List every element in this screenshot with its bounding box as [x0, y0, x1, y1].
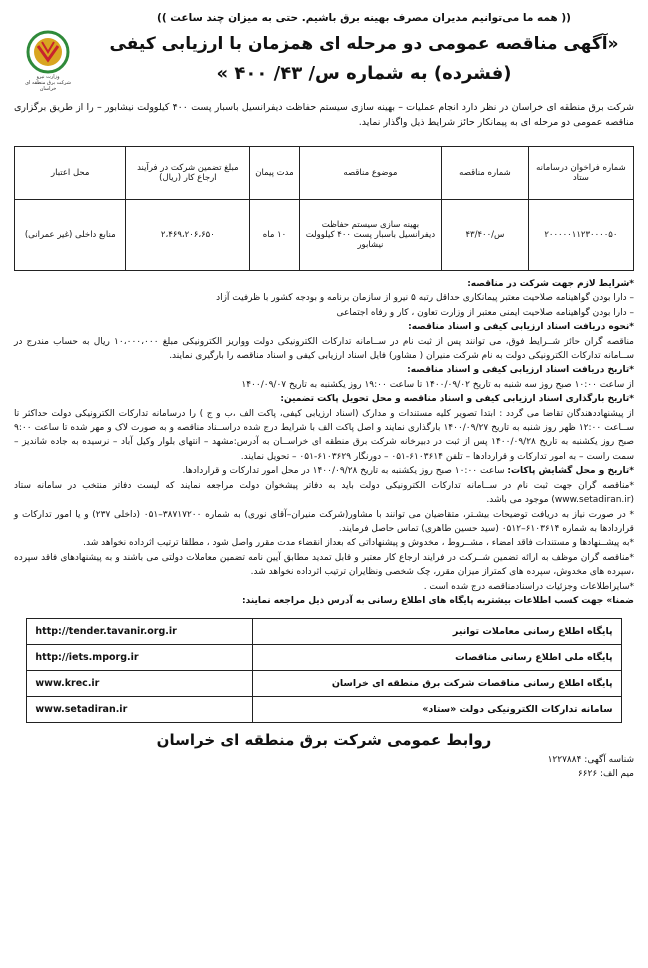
ad-title-line1: «آگهی مناقصه عمومی دو مرحله ای همزمان با ارزیابی کیفی — [109, 34, 619, 54]
intro-paragraph: شرکت برق منطقه ای خراسان در نظر دارد انجام عملیات – بهینه سازی سیستم حفاظت دیفرانسیل باسبار پست ۴۰۰ کیلوولت نیشابور – را از طریق برگزاری مناقصه عمومی دو مرحله ای به پیمانکار حائز شرایط ذیل واگذار نماید. — [14, 102, 634, 128]
table-header: شماره مناقصه — [442, 147, 529, 200]
motto: (( همه ما می‌توانیم مدیران مصرف بهینه برق باشیم. حتی به میزان چند ساعت )) — [157, 12, 571, 24]
table-cell: ۲۰۰۰۰۰۱۱۲۳۰۰۰۰۵۰ — [528, 200, 633, 271]
logo-caption: وزارت نیرو شرکت برق منطقه ای خراسان — [25, 74, 71, 92]
site-link[interactable]: www.krec.ir — [27, 671, 253, 697]
table-row — [27, 697, 621, 723]
table-header: موضوع مناقصه — [299, 147, 441, 200]
upload-heading: *تاریخ بارگذاری اسناد ارزیابی کیفی و اسناد مناقصه و محل تحویل پاکت تضمین: — [280, 394, 634, 405]
open-text: ساعت ۱۰:۰۰ صبح روز یکشنبه به تاریخ ۱۴۰۰/۰۹/۲۸ در محل امور تدارکات و قراردادها. — [182, 466, 505, 477]
conditions-body — [14, 277, 634, 608]
docs-text: مناقصه گران حائز شــرایط فوق، می توانند پس از ثبت نام در ســامانه تدارکات الکترونیکی دولت وواریز الکترونیکی مبلغ ۱۰،۰۰۰،۰۰۰ ریال به حساب مندرج در ســامانه تدارکات الکترونیکی دولت به نام شرکت منیران ( مشاور) فایل اسناد ارزیابی کیفی و اسناد مناقصه را بارگیری نمایند. — [14, 336, 634, 362]
table-cell: منابع داخلی (غیر عمرانی) — [15, 200, 126, 271]
table-header: مبلغ تضمین شرکت در فرآیند ارجاع کار (ریال) — [126, 147, 250, 200]
table-cell: س/۴۳/۴۰۰ — [442, 200, 529, 271]
table-row — [15, 200, 634, 271]
table-row — [27, 645, 621, 671]
table-header-row — [15, 147, 634, 200]
condition-item: – دارا بودن گواهینامه صلاحیت معتبر پیمانکاری حداقل رتبه ۵ نیرو از سازمان برنامه و بودجه کشور با ظرفیت آزاد — [216, 293, 634, 304]
table-cell: ۱۰ ماه — [250, 200, 300, 271]
info-sites-table — [26, 618, 621, 723]
site-name: پایگاه اطلاع رسانی مناقصات شرکت برق منطقه ای خراسان — [253, 671, 621, 697]
site-link[interactable]: http://tender.tavanir.org.ir — [27, 619, 253, 645]
conditions-heading: *شرایط لازم جهت شرکت در مناقصه: — [467, 279, 634, 289]
table-cell: ۲،۴۶۹،۲۰۶،۶۵۰ — [126, 200, 250, 271]
footer-title: روابط عمومی شرکت برق منطقه ای خراسان — [156, 731, 492, 750]
receive-heading: *تاریخ دریافت اسناد ارزیابی کیفی و اسناد مناقصه: — [407, 365, 634, 376]
site-link[interactable]: http://iets.mporg.ir — [27, 645, 253, 671]
note: *مناقصه گران موظف به ارائه تضمین شــرکت در فرایند ارجاع کار معتبر و قابل تمدید مطابق آیین نامه تضمین معاملات دولتی می باشند و به پیشنهادهای فاقد سپرده ،سپرده های مخدوش، سپرده های کمتراز میزان مقرر، چک شخصی ونظایران ترتیب اثرداده نخواهد شد. — [14, 552, 634, 578]
table-row — [27, 619, 621, 645]
tender-table — [14, 146, 634, 271]
site-link[interactable]: www.setadiran.ir — [27, 697, 253, 723]
condition-item: – دارا بودن گواهینامه صلاحیت ایمنی معتبر از وزارت تعاون ، کار و رفاه اجتماعی — [336, 307, 634, 318]
table-cell: بهینه سازی سیستم حفاظت دیفرانسیل باسبار پست ۴۰۰ کیلوولت نیشابور — [299, 200, 441, 271]
site-name: پایگاه ملی اطلاع رسانی مناقصات — [253, 645, 621, 671]
ad-meta — [14, 753, 634, 781]
note: ضمنا» جهت کسب اطلاعات بیشتربه پایگاه های اطلاع رسانی به آدرس ذیل مراجعه نمایند: — [242, 595, 634, 606]
table-header: مدت پیمان — [250, 147, 300, 200]
table-header: محل اعتبار — [15, 147, 126, 200]
docs-heading: *نحوه دریافت اسناد ارزیابی کیفی و اسناد مناقصه: — [408, 322, 634, 333]
note: * در صورت نیاز به دریافت توضیحات بیشـتر، متقاضیان می توانند با مشاور(شرکت منیران–آقای نوری) به شماره ۳۸۷۱۷۲۰۰–۰۵۱ (داخلی ۲۳۷) و یا امور تدارکات و قراردادها به شماره ۶۱۰۳۶۱۴–۰۵۱۲ (سید حسین طاهری) تماس حاصل فرمایند. — [14, 509, 634, 534]
mim-alef: میم الف: ۶۶۲۶ — [577, 769, 634, 780]
note: *به پیشــنهادها و مستندات فاقد امضاء ، مشــروط ، مخدوش و پیشنهاداتی که بعداز انقضاء مدت مقرر واصل شود ، مطلقا ترتیب اثرداده نخواهد شد. — [83, 538, 634, 549]
upload-text: از پیشنهاددهندگان تقاضا می گردد : ابتدا تصویر کلیه مستندات و مدارک (اسناد ارزیابی کیفی، پاکت الف ،ب و ج ) را درسامانه تدارکات الکترونیکی دولت حداکثر تا ســاعت ۱۲:۰۰ ظهر روز شنبه به تاریخ ۱۴۰۰/۰۹/۲۷ بارگذاری نمایند و اصل پاکت الف با شرایط درج شده دراســناد مناقصه و به صورت لاک و مهر شده تا ساعت ۹:۰۰ صبح روز یکشنبه به تاریخ ۱۴۰۰/۰۹/۲۸ پس از ثبت در دبیرخانه شرکت برق منطقه ای خراســان به آدرس:مشهد – انتهای بلوار وکیل آباد – نرسیده به جاده شاندیز – سمت راست – به امور تدارکات و قراردادها – تلفن ۶۱۰۳۶۱۴-۰۵۱ – دورنگار ۶۱۰۳۶۲۹-۰۵۱ – تحویل نمایند. — [14, 408, 634, 462]
open-heading: *تاریخ و محل گشایش پاکات: — [507, 466, 634, 477]
ad-title-line2: (فشرده) به شماره س/ ۴۳/ ۴۰۰ » — [216, 63, 512, 84]
table-row — [27, 671, 621, 697]
site-name: سامانه تدارکات الکترونیکی دولت «ستاد» — [253, 697, 621, 723]
table-header: شماره فراخوان درسامانه ستاد — [528, 147, 633, 200]
receive-text: از ساعت ۱۰:۰۰ صبح روز سه شنبه به تاریخ ۱۴۰۰/۰۹/۰۲ تا ساعت ۱۹:۰۰ روز یکشنبه به تاریخ ۱۴۰۰/۰۹/۰۷ — [241, 379, 634, 390]
site-name: پایگاه اطلاع رسانی معاملات توانیر — [253, 619, 621, 645]
header — [14, 8, 634, 138]
note: *سایراطلاعات وجزئیات دراسنادمناقصه درج شده است . — [423, 581, 634, 592]
note: *مناقصه گران جهت ثبت نام در ســامانه تدارکات الکترونیکی دولت باید به دفاتر پیشخوان دولت مراجعه نمایند که لیست دفاتر منتخب در سامانه ستاد (www.setadiran.ir) موجود می باشد. — [14, 480, 634, 506]
ad-id: شناسه آگهی: ۱۲۲۷۸۸۴ — [547, 755, 634, 766]
